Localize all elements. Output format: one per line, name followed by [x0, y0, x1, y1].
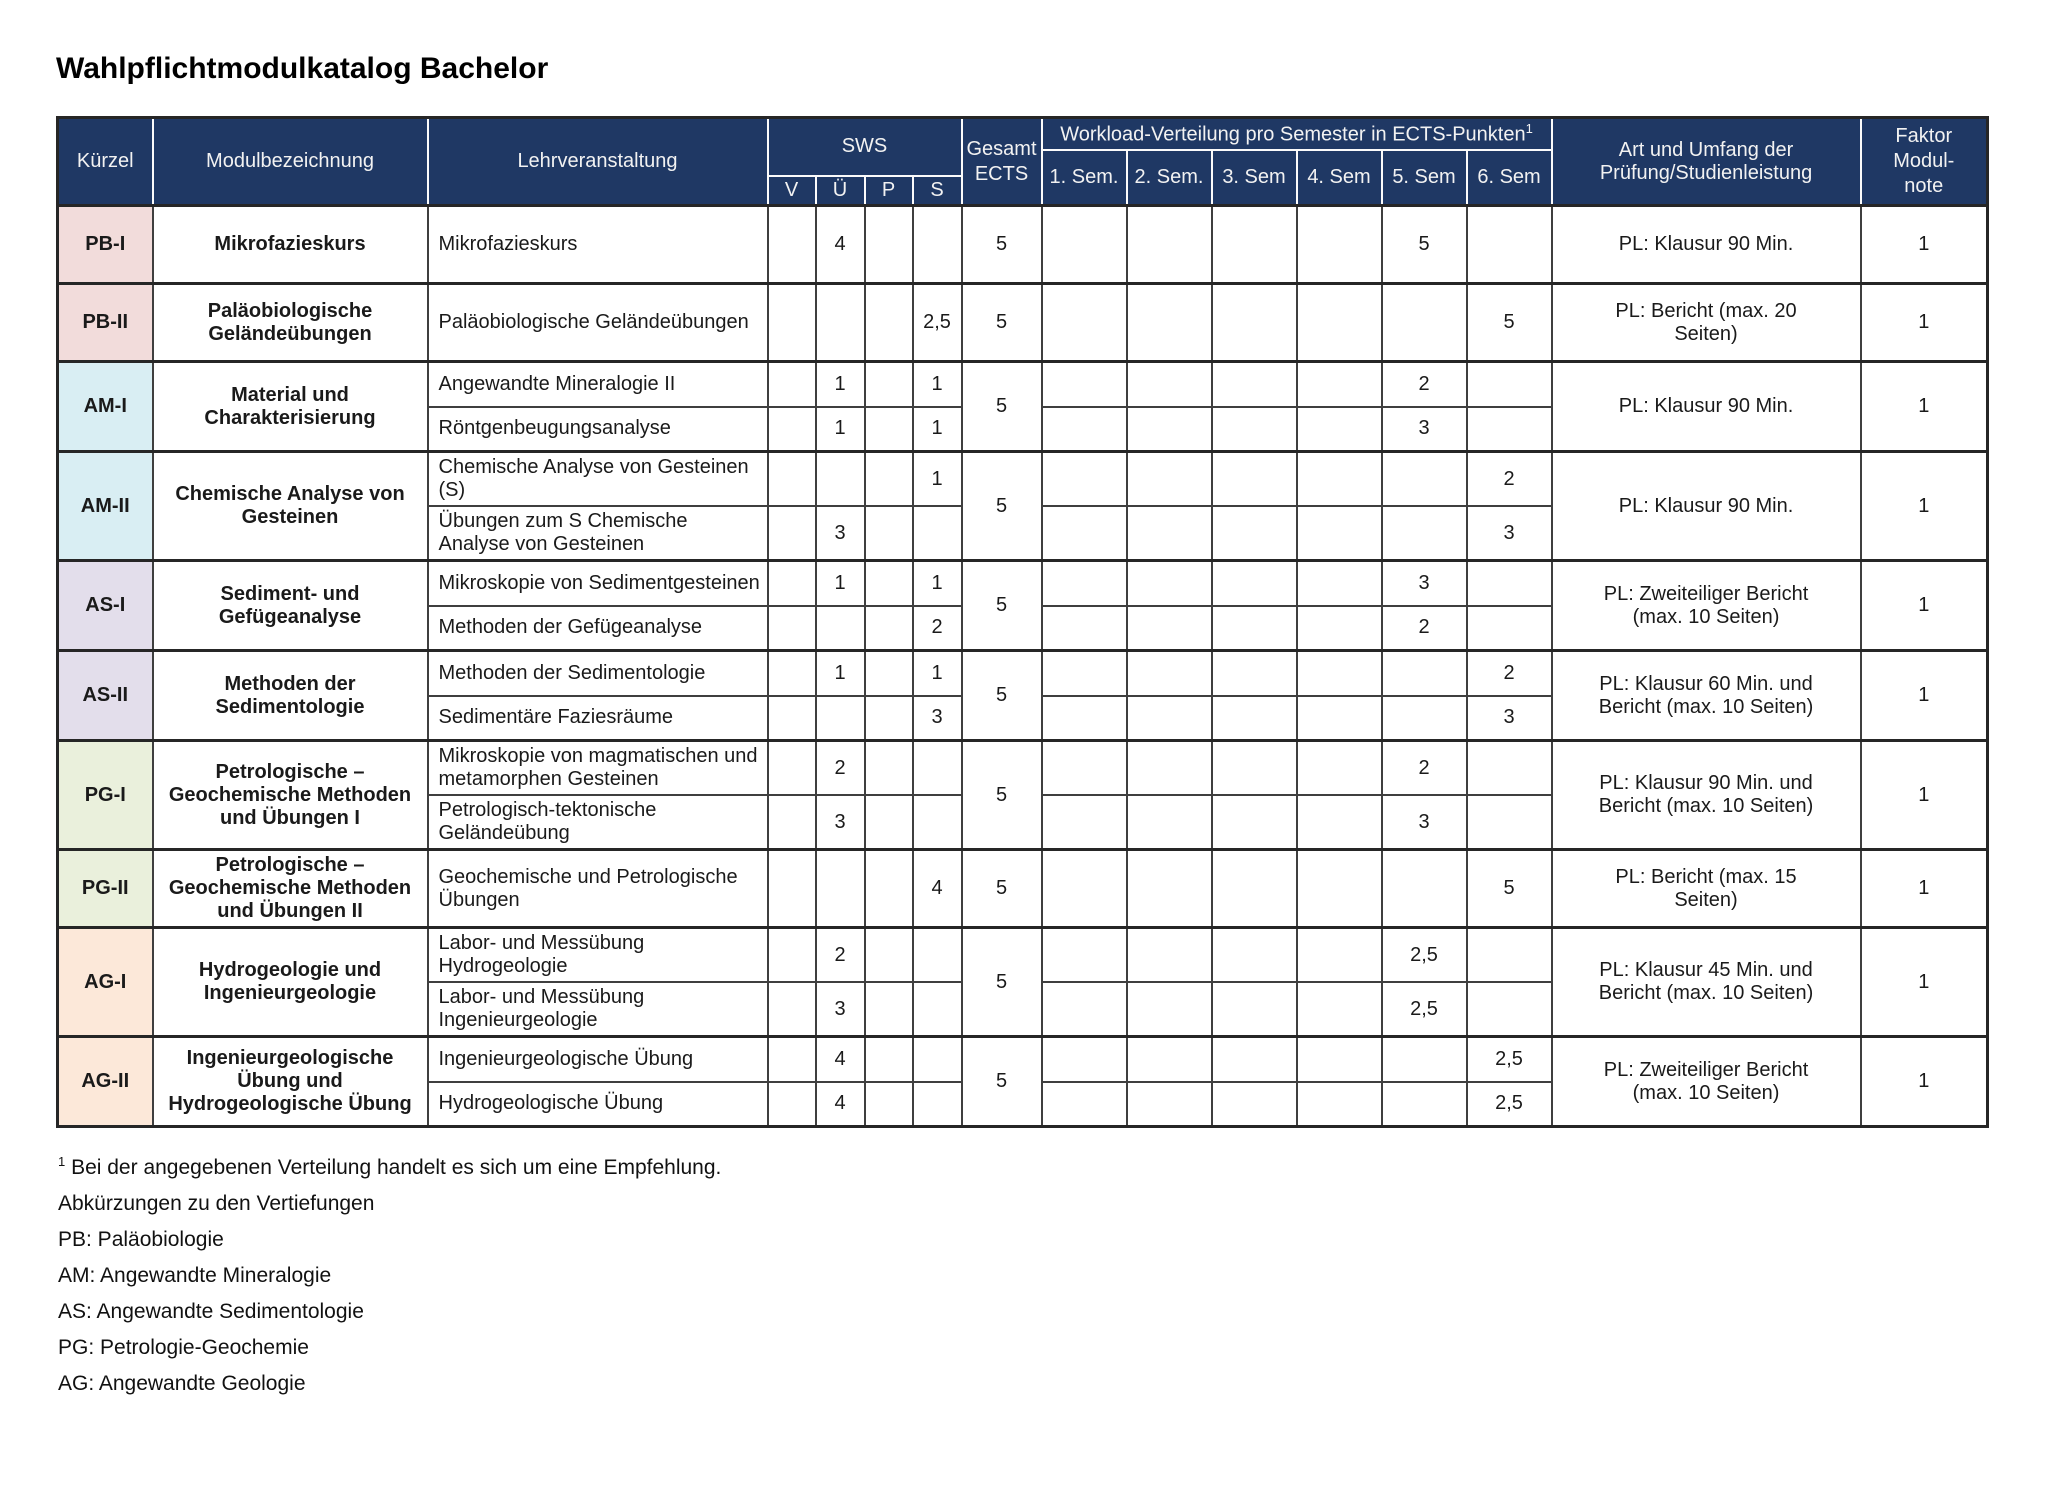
- sws-s-cell: [913, 928, 962, 983]
- kuerzel-cell: PG-II: [58, 850, 153, 928]
- course-cell: Methoden der Sedimentologie: [428, 651, 768, 696]
- sws-s-cell: 2,5: [913, 284, 962, 362]
- sem-3-cell: [1212, 206, 1297, 284]
- faktor-cell: 1: [1861, 362, 1988, 452]
- sws-s-cell: [913, 982, 962, 1037]
- sem-2-cell: [1127, 696, 1212, 741]
- module-catalog-table: [56, 116, 1989, 1128]
- module-group-as-ii: [58, 651, 1988, 741]
- sws-s-cell: 1: [913, 407, 962, 452]
- sem-2-cell: [1127, 206, 1212, 284]
- sem-2-cell: [1127, 362, 1212, 407]
- sem-1-cell: [1042, 696, 1127, 741]
- module-group-ag-i: [58, 928, 1988, 1037]
- faktor-cell: 1: [1861, 561, 1988, 651]
- ects-cell: 5: [962, 928, 1042, 1037]
- sem-4-cell: [1297, 928, 1382, 983]
- faktor-cell: 1: [1861, 651, 1988, 741]
- sem-2-cell: [1127, 452, 1212, 507]
- kuerzel-cell: AS-I: [58, 561, 153, 651]
- module-name-cell: Mikrofazieskurs: [153, 206, 428, 284]
- sws-p-cell: [865, 741, 913, 796]
- sws-u-cell: 2: [816, 928, 865, 983]
- sem-6-cell: 5: [1467, 850, 1552, 928]
- sws-s-cell: [913, 1082, 962, 1127]
- pruefung-cell: PL: Zweiteiliger Bericht (max. 10 Seiten): [1552, 1037, 1861, 1127]
- sws-s-cell: 1: [913, 362, 962, 407]
- sem-6-cell: [1467, 982, 1552, 1037]
- course-cell: Paläobiologische Geländeübungen: [428, 284, 768, 362]
- faktor-cell: 1: [1861, 850, 1988, 928]
- sem-5-cell: [1382, 1037, 1467, 1082]
- sws-v-cell: [768, 452, 816, 507]
- module-name-cell: Hydrogeologie und Ingenieurgeologie: [153, 928, 428, 1037]
- course-row: [58, 362, 1988, 407]
- sws-u-cell: [816, 696, 865, 741]
- header-sws-group: SWS: [768, 118, 962, 176]
- sws-u-cell: [816, 452, 865, 507]
- sem-6-cell: [1467, 362, 1552, 407]
- sws-p-cell: [865, 1037, 913, 1082]
- header-workload-group: [1042, 118, 1552, 150]
- sem-6-cell: [1467, 561, 1552, 606]
- sws-v-cell: [768, 1037, 816, 1082]
- faktor-cell: 1: [1861, 928, 1988, 1037]
- module-group-pb-ii: [58, 284, 1988, 362]
- course-cell: Mikroskopie von Sedimentgesteinen: [428, 561, 768, 606]
- sws-u-cell: 4: [816, 206, 865, 284]
- sem-4-cell: [1297, 741, 1382, 796]
- course-row: [58, 452, 1988, 507]
- sws-s-cell: 3: [913, 696, 962, 741]
- module-group-pb-i: [58, 206, 1988, 284]
- module-name-cell: Chemische Analyse von Gesteinen: [153, 452, 428, 561]
- header-sws-p: P: [865, 176, 913, 206]
- sws-p-cell: [865, 452, 913, 507]
- sws-v-cell: [768, 850, 816, 928]
- sem-5-cell: 5: [1382, 206, 1467, 284]
- sws-u-cell: [816, 850, 865, 928]
- sem-1-cell: [1042, 928, 1127, 983]
- abbreviation-item: AM: Angewandte Mineralogie: [58, 1264, 332, 1288]
- sem-6-cell: [1467, 206, 1552, 284]
- sws-v-cell: [768, 928, 816, 983]
- sem-5-cell: [1382, 284, 1467, 362]
- kuerzel-cell: AG-II: [58, 1037, 153, 1127]
- course-cell: Labor- und Messübung Hydrogeologie: [428, 928, 768, 983]
- pruefung-cell: PL: Klausur 90 Min.: [1552, 362, 1861, 452]
- sws-v-cell: [768, 651, 816, 696]
- sem-5-cell: [1382, 1082, 1467, 1127]
- header-sem-6: 6. Sem: [1467, 150, 1552, 206]
- sem-4-cell: [1297, 1082, 1382, 1127]
- course-cell: Methoden der Gefügeanalyse: [428, 606, 768, 651]
- abbreviations-title: Abkürzungen zu den Vertiefungen: [58, 1192, 375, 1216]
- course-row: [58, 561, 1988, 606]
- sem-3-cell: [1212, 982, 1297, 1037]
- sws-u-cell: 1: [816, 561, 865, 606]
- sem-4-cell: [1297, 696, 1382, 741]
- course-row: [58, 850, 1988, 928]
- sws-u-cell: 1: [816, 362, 865, 407]
- course-cell: Mikrofazieskurs: [428, 206, 768, 284]
- ects-cell: 5: [962, 741, 1042, 850]
- module-name-cell: Paläobiologische Geländeübungen: [153, 284, 428, 362]
- ects-cell: 5: [962, 1037, 1042, 1127]
- footnote-marker: 1: [58, 1154, 66, 1170]
- header-gesamt-ects: [962, 118, 1042, 206]
- sem-3-cell: [1212, 506, 1297, 561]
- ects-cell: 5: [962, 651, 1042, 741]
- module-group-as-i: [58, 561, 1988, 651]
- sem-4-cell: [1297, 982, 1382, 1037]
- sws-u-cell: 3: [816, 982, 865, 1037]
- sws-u-cell: 4: [816, 1037, 865, 1082]
- pruefung-cell: PL: Klausur 60 Min. und Bericht (max. 10 Seiten): [1552, 651, 1861, 741]
- sem-6-cell: 2,5: [1467, 1082, 1552, 1127]
- sem-3-cell: [1212, 696, 1297, 741]
- faktor-cell: 1: [1861, 452, 1988, 561]
- sws-u-cell: 4: [816, 1082, 865, 1127]
- sem-1-cell: [1042, 1037, 1127, 1082]
- sem-1-cell: [1042, 1082, 1127, 1127]
- sws-s-cell: [913, 206, 962, 284]
- sem-5-cell: 3: [1382, 407, 1467, 452]
- sem-6-cell: [1467, 741, 1552, 796]
- sem-5-cell: 2: [1382, 362, 1467, 407]
- sem-6-cell: 2: [1467, 651, 1552, 696]
- sem-4-cell: [1297, 651, 1382, 696]
- header-sws-u: Ü: [816, 176, 865, 206]
- sem-6-cell: [1467, 928, 1552, 983]
- sws-u-cell: 3: [816, 506, 865, 561]
- sem-3-cell: [1212, 561, 1297, 606]
- sws-p-cell: [865, 982, 913, 1037]
- sws-v-cell: [768, 696, 816, 741]
- pruefung-cell: PL: Klausur 45 Min. und Bericht (max. 10 Seiten): [1552, 928, 1861, 1037]
- sws-p-cell: [865, 206, 913, 284]
- sem-6-cell: 2: [1467, 452, 1552, 507]
- header-sem-4: 4. Sem: [1297, 150, 1382, 206]
- pruefung-cell: PL: Klausur 90 Min.: [1552, 452, 1861, 561]
- sem-6-cell: 5: [1467, 284, 1552, 362]
- sws-u-cell: [816, 606, 865, 651]
- sws-v-cell: [768, 506, 816, 561]
- sws-u-cell: 2: [816, 741, 865, 796]
- sem-3-cell: [1212, 606, 1297, 651]
- sws-v-cell: [768, 795, 816, 850]
- sws-s-cell: 1: [913, 452, 962, 507]
- sem-4-cell: [1297, 284, 1382, 362]
- module-name-cell: Petrologische – Geochemische Methoden und Übungen II: [153, 850, 428, 928]
- header-sem-5: 5. Sem: [1382, 150, 1467, 206]
- sws-s-cell: [913, 795, 962, 850]
- ects-cell: 5: [962, 850, 1042, 928]
- sws-v-cell: [768, 982, 816, 1037]
- sem-4-cell: [1297, 561, 1382, 606]
- sem-6-cell: [1467, 407, 1552, 452]
- sem-5-cell: 2: [1382, 606, 1467, 651]
- sws-s-cell: [913, 741, 962, 796]
- sws-v-cell: [768, 407, 816, 452]
- sem-2-cell: [1127, 928, 1212, 983]
- sws-p-cell: [865, 407, 913, 452]
- sem-1-cell: [1042, 850, 1127, 928]
- sem-5-cell: [1382, 651, 1467, 696]
- sem-4-cell: [1297, 407, 1382, 452]
- sem-2-cell: [1127, 606, 1212, 651]
- header-faktor-line3: note: [1904, 175, 1944, 198]
- sem-1-cell: [1042, 506, 1127, 561]
- faktor-cell: 1: [1861, 206, 1988, 284]
- sws-s-cell: 1: [913, 561, 962, 606]
- sem-5-cell: 2,5: [1382, 982, 1467, 1037]
- ects-cell: 5: [962, 284, 1042, 362]
- sws-v-cell: [768, 206, 816, 284]
- course-cell: Hydrogeologische Übung: [428, 1082, 768, 1127]
- sem-1-cell: [1042, 206, 1127, 284]
- sem-1-cell: [1042, 362, 1127, 407]
- module-name-cell: Sediment- und Gefügeanalyse: [153, 561, 428, 651]
- sem-5-cell: 3: [1382, 561, 1467, 606]
- course-cell: Labor- und Messübung Ingenieurgeologie: [428, 982, 768, 1037]
- ects-cell: 5: [962, 206, 1042, 284]
- sws-p-cell: [865, 696, 913, 741]
- sws-p-cell: [865, 795, 913, 850]
- sem-2-cell: [1127, 1082, 1212, 1127]
- course-cell: Petrologisch-tektonische Geländeübung: [428, 795, 768, 850]
- sem-3-cell: [1212, 1037, 1297, 1082]
- course-cell: Mikroskopie von magmatischen und metamorphen Gesteinen: [428, 741, 768, 796]
- ects-cell: 5: [962, 452, 1042, 561]
- module-name-cell: Material und Charakterisierung: [153, 362, 428, 452]
- sem-2-cell: [1127, 651, 1212, 696]
- kuerzel-cell: AM-II: [58, 452, 153, 561]
- sws-p-cell: [865, 506, 913, 561]
- header-faktor-line2: Modul-: [1893, 150, 1955, 173]
- sem-3-cell: [1212, 407, 1297, 452]
- sem-4-cell: [1297, 506, 1382, 561]
- faktor-cell: 1: [1861, 741, 1988, 850]
- sem-6-cell: [1467, 795, 1552, 850]
- sem-1-cell: [1042, 651, 1127, 696]
- sws-p-cell: [865, 1082, 913, 1127]
- pruefung-cell: PL: Zweiteiliger Bericht (max. 10 Seiten): [1552, 561, 1861, 651]
- course-row: [58, 1037, 1988, 1082]
- header-lehrveranstaltung: Lehrveranstaltung: [428, 118, 768, 206]
- sem-4-cell: [1297, 206, 1382, 284]
- sws-u-cell: [816, 284, 865, 362]
- kuerzel-cell: AS-II: [58, 651, 153, 741]
- header-gesamt-line2: ECTS: [974, 162, 1029, 185]
- sem-3-cell: [1212, 795, 1297, 850]
- sws-v-cell: [768, 561, 816, 606]
- course-row: [58, 741, 1988, 796]
- abbreviation-item: AG: Angewandte Geologie: [58, 1372, 306, 1396]
- sws-p-cell: [865, 561, 913, 606]
- pruefung-cell: PL: Klausur 90 Min.: [1552, 206, 1861, 284]
- sws-v-cell: [768, 1082, 816, 1127]
- header-modulbezeichnung: Modulbezeichnung: [153, 118, 428, 206]
- sws-p-cell: [865, 606, 913, 651]
- sws-s-cell: [913, 1037, 962, 1082]
- sem-1-cell: [1042, 407, 1127, 452]
- course-row: [58, 206, 1988, 284]
- sem-4-cell: [1297, 452, 1382, 507]
- course-cell: Angewandte Mineralogie II: [428, 362, 768, 407]
- course-row: [58, 651, 1988, 696]
- faktor-cell: 1: [1861, 284, 1988, 362]
- sws-p-cell: [865, 651, 913, 696]
- sws-s-cell: 4: [913, 850, 962, 928]
- sem-2-cell: [1127, 284, 1212, 362]
- sem-4-cell: [1297, 606, 1382, 651]
- sem-1-cell: [1042, 452, 1127, 507]
- sem-5-cell: [1382, 850, 1467, 928]
- course-row: [58, 928, 1988, 983]
- sws-p-cell: [865, 362, 913, 407]
- course-row: [58, 284, 1988, 362]
- sem-4-cell: [1297, 850, 1382, 928]
- header-sws-v: V: [768, 176, 816, 206]
- sws-u-cell: 3: [816, 795, 865, 850]
- footnote-text: Bei der angegebenen Verteilung handelt es sich um eine Empfehlung.: [65, 1156, 722, 1180]
- course-cell: Röntgenbeugungsanalyse: [428, 407, 768, 452]
- sem-3-cell: [1212, 651, 1297, 696]
- sem-3-cell: [1212, 284, 1297, 362]
- header-workload-footnote-marker: 1: [1525, 121, 1533, 136]
- header-workload-text: Workload-Verteilung pro Semester in ECTS-Punkten: [1060, 123, 1526, 146]
- sem-4-cell: [1297, 1037, 1382, 1082]
- sem-2-cell: [1127, 850, 1212, 928]
- sem-3-cell: [1212, 850, 1297, 928]
- course-cell: Übungen zum S Chemische Analyse von Gesteinen: [428, 506, 768, 561]
- module-group-am-ii: [58, 452, 1988, 561]
- abbreviation-item: PB: Paläobiologie: [58, 1228, 224, 1252]
- sem-5-cell: 2,5: [1382, 928, 1467, 983]
- ects-cell: 5: [962, 362, 1042, 452]
- sws-u-cell: 1: [816, 651, 865, 696]
- sws-v-cell: [768, 284, 816, 362]
- sem-3-cell: [1212, 452, 1297, 507]
- ects-cell: 5: [962, 561, 1042, 651]
- course-cell: Chemische Analyse von Gesteinen (S): [428, 452, 768, 507]
- header-sem-1: 1. Sem.: [1042, 150, 1127, 206]
- sem-6-cell: 3: [1467, 696, 1552, 741]
- pruefung-cell: PL: Bericht (max. 15 Seiten): [1552, 850, 1861, 928]
- sws-p-cell: [865, 928, 913, 983]
- course-cell: Ingenieurgeologische Übung: [428, 1037, 768, 1082]
- sem-2-cell: [1127, 506, 1212, 561]
- sem-4-cell: [1297, 795, 1382, 850]
- kuerzel-cell: AM-I: [58, 362, 153, 452]
- module-name-cell: Methoden der Sedimentologie: [153, 651, 428, 741]
- table-header: [58, 118, 1988, 206]
- header-faktor-line1: Faktor: [1895, 125, 1953, 148]
- sws-v-cell: [768, 362, 816, 407]
- module-group-ag-ii: [58, 1037, 1988, 1127]
- course-cell: Geochemische und Petrologische Übungen: [428, 850, 768, 928]
- sem-5-cell: [1382, 506, 1467, 561]
- sem-6-cell: 3: [1467, 506, 1552, 561]
- header-gesamt-line1: Gesamt: [966, 137, 1037, 160]
- sws-s-cell: [913, 506, 962, 561]
- faktor-cell: 1: [1861, 1037, 1988, 1127]
- module-name-cell: Petrologische – Geochemische Methoden und Übungen I: [153, 741, 428, 850]
- kuerzel-cell: AG-I: [58, 928, 153, 1037]
- abbreviation-item: PG: Petrologie-Geochemie: [58, 1336, 309, 1360]
- sem-6-cell: [1467, 606, 1552, 651]
- sem-3-cell: [1212, 928, 1297, 983]
- sem-2-cell: [1127, 741, 1212, 796]
- course-cell: Sedimentäre Faziesräume: [428, 696, 768, 741]
- sem-1-cell: [1042, 795, 1127, 850]
- kuerzel-cell: PB-I: [58, 206, 153, 284]
- header-sem-3: 3. Sem: [1212, 150, 1297, 206]
- sem-5-cell: [1382, 696, 1467, 741]
- kuerzel-cell: PB-II: [58, 284, 153, 362]
- footer-notes: [58, 1144, 2048, 1402]
- module-group-am-i: [58, 362, 1988, 452]
- sem-3-cell: [1212, 741, 1297, 796]
- pruefung-cell: PL: Klausur 90 Min. und Bericht (max. 10 Seiten): [1552, 741, 1861, 850]
- sws-s-cell: 1: [913, 651, 962, 696]
- sem-1-cell: [1042, 741, 1127, 796]
- sem-5-cell: 3: [1382, 795, 1467, 850]
- sem-5-cell: [1382, 452, 1467, 507]
- header-sws-s: S: [913, 176, 962, 206]
- page-title: Wahlpflichtmodulkatalog Bachelor: [56, 52, 549, 85]
- sem-3-cell: [1212, 1082, 1297, 1127]
- sem-5-cell: 2: [1382, 741, 1467, 796]
- sem-1-cell: [1042, 982, 1127, 1037]
- sws-p-cell: [865, 850, 913, 928]
- footnote-line: [58, 1144, 2048, 1186]
- abbreviation-item: AS: Angewandte Sedimentologie: [58, 1300, 364, 1324]
- kuerzel-cell: PG-I: [58, 741, 153, 850]
- sws-u-cell: 1: [816, 407, 865, 452]
- module-group-pg-i: [58, 741, 1988, 850]
- pruefung-cell: PL: Bericht (max. 20 Seiten): [1552, 284, 1861, 362]
- sem-6-cell: 2,5: [1467, 1037, 1552, 1082]
- sem-2-cell: [1127, 407, 1212, 452]
- sem-4-cell: [1297, 362, 1382, 407]
- sws-v-cell: [768, 606, 816, 651]
- sem-2-cell: [1127, 795, 1212, 850]
- sws-p-cell: [865, 284, 913, 362]
- sem-2-cell: [1127, 1037, 1212, 1082]
- header-kuerzel: Kürzel: [58, 118, 153, 206]
- sem-1-cell: [1042, 606, 1127, 651]
- sem-2-cell: [1127, 561, 1212, 606]
- header-sem-2: 2. Sem.: [1127, 150, 1212, 206]
- sem-1-cell: [1042, 284, 1127, 362]
- sws-s-cell: 2: [913, 606, 962, 651]
- sws-v-cell: [768, 741, 816, 796]
- module-name-cell: Ingenieurgeologische Übung und Hydrogeologische Übung: [153, 1037, 428, 1127]
- sem-3-cell: [1212, 362, 1297, 407]
- sem-1-cell: [1042, 561, 1127, 606]
- module-group-pg-ii: [58, 850, 1988, 928]
- header-faktor: [1861, 118, 1988, 206]
- header-pruefung: Art und Umfang der Prüfung/Studienleistung: [1552, 118, 1861, 206]
- sem-2-cell: [1127, 982, 1212, 1037]
